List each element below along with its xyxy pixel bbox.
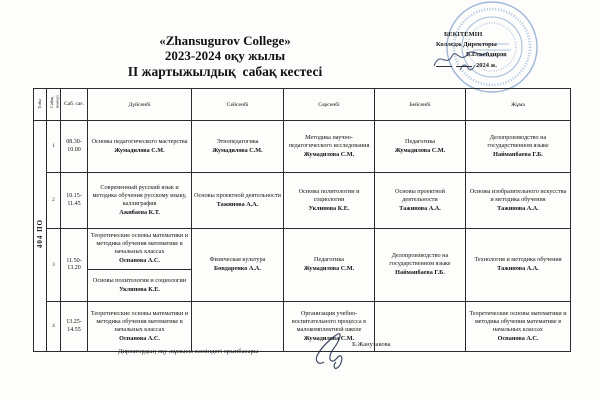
table-row-3 bbox=[34, 229, 571, 270]
schedule-table bbox=[33, 88, 571, 352]
title-semester: II жартыжылдық сабақ кестесі bbox=[127, 63, 323, 79]
cell-r2-thursday bbox=[375, 173, 466, 229]
teacher: Оспанова А.С. bbox=[119, 334, 160, 342]
cell-r1-wednesday bbox=[284, 121, 375, 173]
subject: Основы проектной деятельности bbox=[194, 191, 281, 199]
subject: Основы педагогического мастерства bbox=[91, 137, 188, 145]
header-group bbox=[34, 89, 47, 121]
page-title bbox=[60, 33, 390, 80]
subject: Этнопедагогика bbox=[216, 137, 259, 145]
cell-r2-tuesday bbox=[192, 173, 284, 229]
cell-r1-monday bbox=[88, 121, 192, 173]
subject: Делопроизводство на государственном языке bbox=[389, 252, 451, 268]
cell-r2-wednesday bbox=[284, 173, 375, 229]
cell-r4-friday bbox=[466, 302, 571, 352]
subject: Педагогика bbox=[313, 256, 344, 264]
cell-r3-friday bbox=[466, 229, 571, 302]
footer-deputy-name: Б.Жанузакова bbox=[352, 341, 391, 348]
header-friday: Жұма bbox=[466, 89, 571, 121]
table-header-row bbox=[34, 89, 571, 121]
teacher: Жумадилова С.М. bbox=[114, 146, 165, 154]
teacher: Жумадилова С.М. bbox=[303, 265, 355, 273]
teacher: Тажинова А.А. bbox=[497, 204, 539, 212]
teacher: Оспанова А.С. bbox=[497, 334, 539, 342]
header-group-label: Тобы bbox=[37, 98, 43, 109]
teacher: Ажибаева К.Т. bbox=[119, 208, 160, 216]
approval-year: 2024 ж. bbox=[476, 62, 497, 70]
table-row-1 bbox=[34, 121, 571, 173]
subject: Современный русский язык и методика обучения русскому языку, каллиграфия bbox=[92, 183, 187, 207]
lesson-no-cell: 3 bbox=[47, 229, 61, 302]
table-row-4 bbox=[34, 302, 571, 352]
subject: Физическая культура bbox=[209, 256, 266, 264]
subject: Педагогика bbox=[404, 137, 435, 145]
group-cell bbox=[34, 121, 47, 352]
teacher: Найманбаева Г.Б. bbox=[493, 150, 543, 158]
header-tuesday: Сейсенбі bbox=[192, 89, 284, 121]
teacher: Тажинова А.А. bbox=[399, 204, 441, 212]
time-cell: 11.50-13.20 bbox=[61, 229, 88, 302]
header-lesson-no bbox=[47, 89, 61, 121]
cell-r1-thursday bbox=[375, 121, 466, 173]
subject: Технология и методика обучения bbox=[474, 256, 562, 264]
header-thursday: Бейсенбі bbox=[375, 89, 466, 121]
group-label: 404 ПО bbox=[36, 218, 44, 249]
cell-r4-tuesday-empty bbox=[192, 302, 284, 352]
teacher: Найманбаева Г.Б. bbox=[395, 269, 445, 277]
subject: Теоретические основы математики и методика обучения математике в начальных классах bbox=[90, 232, 189, 256]
cell-r3-monday-top bbox=[88, 229, 192, 270]
teacher: Уклинова К.Е. bbox=[119, 285, 160, 293]
subject: Методика научно-педагогического исследования bbox=[288, 133, 370, 149]
director-signature-icon bbox=[430, 42, 500, 76]
teacher: Жумадилова С.М. bbox=[394, 146, 446, 154]
cell-r4-monday bbox=[88, 302, 192, 352]
lesson-no-cell: 1 bbox=[47, 121, 61, 173]
subject: Основы политологии и социологии bbox=[92, 276, 187, 284]
teacher: Оспанова А.С. bbox=[119, 257, 160, 265]
cell-r2-friday bbox=[466, 173, 571, 229]
footer-deputy-role: Директордың оқу жұмысы жөніндегі орынбасары bbox=[118, 348, 259, 355]
lesson-no-cell: 4 bbox=[47, 302, 61, 352]
cell-r2-monday bbox=[88, 173, 192, 229]
cell-r1-friday bbox=[466, 121, 571, 173]
teacher: Уклинова К.Е. bbox=[308, 204, 350, 212]
time-cell: 10.15-11.45 bbox=[61, 173, 88, 229]
header-monday: Дүйсенбі bbox=[88, 89, 192, 121]
teacher: Жумадилова С.М. bbox=[303, 150, 355, 158]
teacher: Тажинова А.А. bbox=[497, 265, 539, 273]
cell-r3-tuesday bbox=[192, 229, 284, 302]
lesson-no-cell: 2 bbox=[47, 173, 61, 229]
teacher: Жумадилова С.М. bbox=[303, 334, 355, 342]
approval-role: Колледж Директоры bbox=[436, 41, 497, 49]
subject: Основы изобразительного искусства и методика обучения bbox=[469, 187, 567, 203]
subject: Теоретические основы математики и методика обучения математике в начальных классах bbox=[469, 309, 567, 333]
header-hours: Саб. сағ. bbox=[61, 89, 88, 121]
header-lesson-no-label: Сабақ нөмері bbox=[49, 95, 60, 109]
cell-r3-monday-bottom bbox=[88, 270, 192, 302]
subject: Теоретические основы математики и методика обучения математике в начальных классах bbox=[90, 309, 189, 333]
title-year: 2023-2024 оқу жылы bbox=[164, 48, 286, 64]
approval-approve: БЕКІТЕМІН bbox=[444, 31, 483, 38]
cell-r1-tuesday bbox=[192, 121, 284, 173]
title-college: «Zhansugurov College» bbox=[159, 33, 291, 48]
approval-director-name: Б.Ескендиров bbox=[466, 51, 507, 59]
table-row-2 bbox=[34, 173, 571, 229]
teacher: Бондаренко А.А. bbox=[214, 265, 261, 273]
time-cell: 13.25-14.55 bbox=[61, 302, 88, 352]
teacher: Жумадилова С.М. bbox=[212, 146, 263, 154]
deputy-signature-icon bbox=[308, 328, 364, 372]
subject: Делопроизводство на государственном языке bbox=[487, 133, 549, 149]
header-wednesday: Сәрсенбі bbox=[284, 89, 375, 121]
subject: Организация учебно-воспитательного процесса в малокомплектной школе bbox=[291, 309, 367, 333]
time-cell: 08.30-10.00 bbox=[61, 121, 88, 173]
teacher: Тажинова А.А. bbox=[216, 200, 259, 208]
subject: Основы проектной деятельности bbox=[395, 187, 445, 203]
cell-r3-wednesday bbox=[284, 229, 375, 302]
cell-r3-thursday bbox=[375, 229, 466, 302]
subject: Основы политологии и социологии bbox=[298, 187, 360, 203]
